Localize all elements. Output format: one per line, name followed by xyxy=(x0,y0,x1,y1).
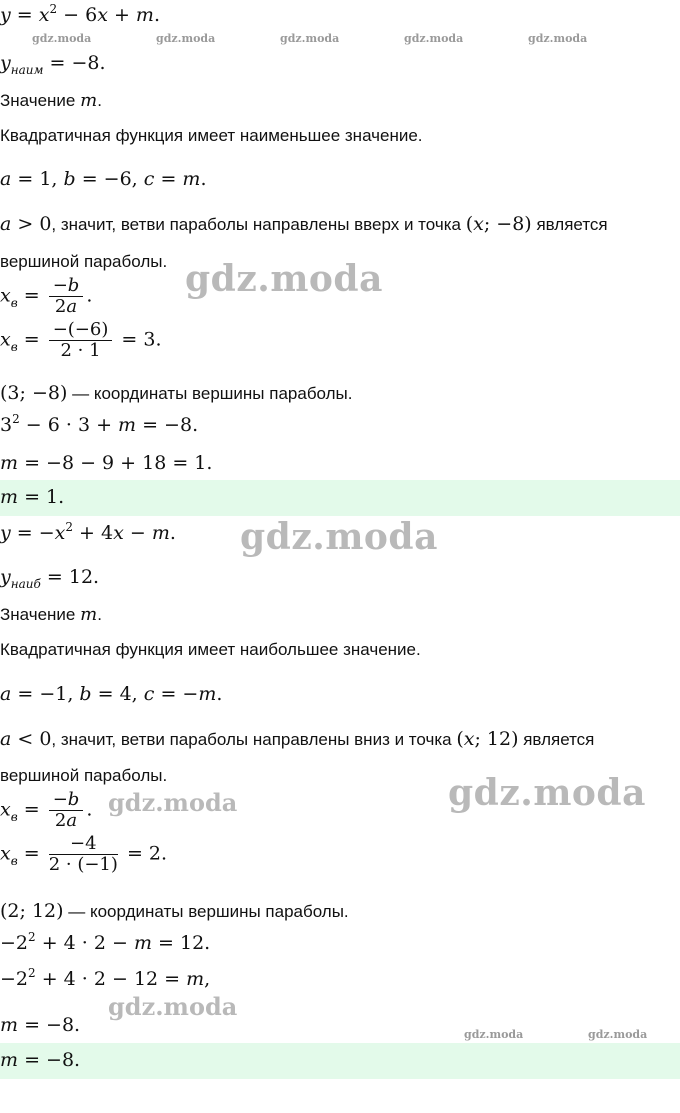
reasoning-2: a < 0, значит, ветви параболы направлены вниз и точка (x; 12) является xyxy=(0,728,595,750)
watermark-small: gdz.moda xyxy=(404,32,464,45)
watermark-small: gdz.moda xyxy=(156,32,216,45)
answer-1: m = 1. xyxy=(0,486,65,508)
watermark-small: gdz.moda xyxy=(280,32,340,45)
min-value: $y_{наим} = -8$. xyxy=(0,52,106,77)
equation-2: $y = -x^2 + 4x - m$. xyxy=(0,520,176,544)
vertex-formula-1: $x_в$ = $\frac{-b}{2a}$ . xyxy=(0,276,93,314)
watermark: gdz.moda xyxy=(108,788,238,817)
solve-2: m = −8. xyxy=(0,1014,81,1036)
reasoning-1: a > 0, значит, ветви параболы направлены вверх и точка (x; −8) является xyxy=(0,213,608,235)
watermark-small: gdz.moda xyxy=(528,32,588,45)
solve-1: m = −8 − 9 + 18 = 1. xyxy=(0,452,213,474)
watermark-small: gdz.moda xyxy=(32,32,92,45)
answer-highlight-2 xyxy=(0,1043,680,1079)
watermark: gdz.moda xyxy=(185,258,383,300)
equation-1: $y = x^2 - 6x + m$. xyxy=(0,2,160,26)
answer-highlight-1 xyxy=(0,480,680,516)
coefficients-2: a = −1, b = 4, c = −m. xyxy=(0,683,223,705)
statement-2: Квадратичная функция имеет наибольшее значение. xyxy=(0,640,421,659)
heading-2: Значение m. xyxy=(0,604,102,625)
substitution-2: $-2^2 + 4 \cdot 2 - m = 12$. xyxy=(0,930,211,954)
statement-1: Квадратичная функция имеет наименьшее значение. xyxy=(0,126,423,145)
vertex-formula-2: $x_в$ = $\frac{-b}{2a}$ . xyxy=(0,790,93,828)
watermark-small: gdz.moda xyxy=(464,1028,524,1041)
heading-1: Значение m. xyxy=(0,90,102,111)
vertex-calc-1: $x_в$ = $\frac{-(-6)}{2 \cdot 1}$ = 3. xyxy=(0,319,162,361)
watermark: gdz.moda xyxy=(448,772,646,814)
watermark: gdz.moda xyxy=(240,516,438,558)
vertex-calc-2: $x_в$ = $\frac{-4}{2 \cdot (-1)}$ = 2. xyxy=(0,833,168,875)
vertex-coords-1: (3; −8) — координаты вершины параболы. xyxy=(0,382,353,404)
watermark: gdz.moda xyxy=(108,992,238,1021)
vertex-coords-2: (2; 12) — координаты вершины параболы. xyxy=(0,900,349,922)
substitution-1: $3^2 - 6 \cdot 3 + m = -8$. xyxy=(0,412,199,436)
coefficients-1: a = 1, b = −6, c = m. xyxy=(0,168,207,190)
watermark-small: gdz.moda xyxy=(588,1028,648,1041)
reasoning-2-cont: вершиной параболы. xyxy=(0,766,168,785)
reasoning-1-cont: вершиной параболы. xyxy=(0,252,168,271)
rearrange-2: $-2^2 + 4 \cdot 2 - 12 = m$, xyxy=(0,966,211,990)
max-value: $y_{наиб} = 12$. xyxy=(0,566,100,591)
answer-2: m = −8. xyxy=(0,1049,81,1071)
